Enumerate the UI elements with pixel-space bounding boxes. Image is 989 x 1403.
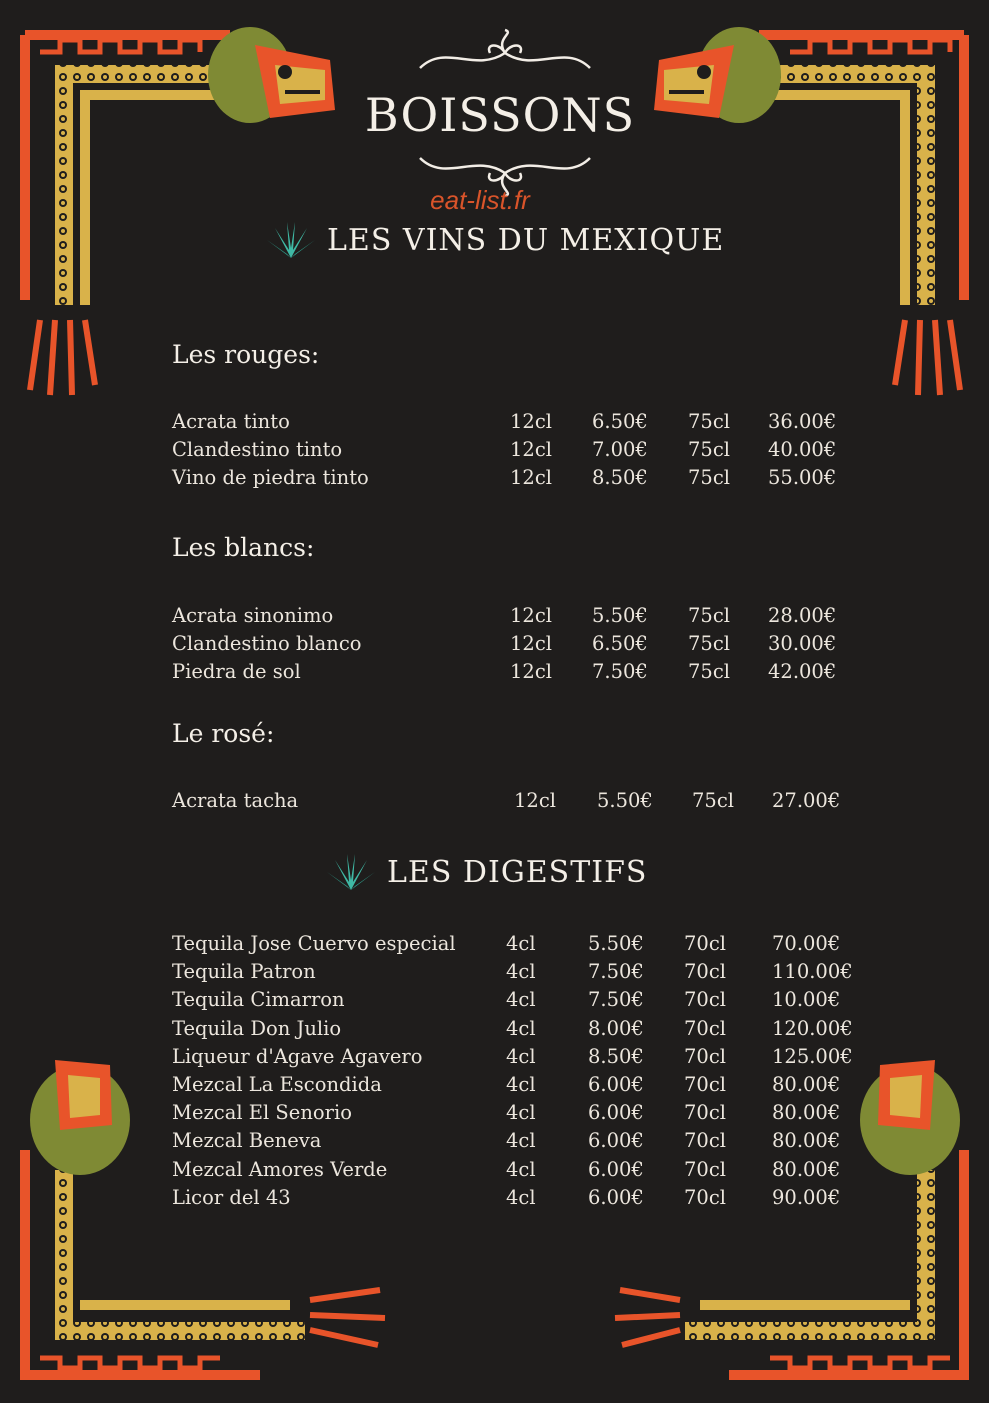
list-item — [172, 1158, 852, 1186]
item-bottle-price: 80.00€ — [772, 1101, 841, 1125]
item-shot-price: 6.00€ — [588, 1072, 644, 1096]
agave-icon — [265, 220, 317, 260]
item-shot-price: 8.00€ — [588, 1016, 644, 1040]
item-shot-size: 4cl — [506, 960, 536, 984]
item-name: Acrata tacha — [172, 789, 299, 812]
item-bottle-size: 75cl — [692, 789, 734, 812]
page-title: BOISSONS — [364, 88, 636, 142]
item-name: Acrata sinonimo — [172, 604, 334, 627]
list-digestifs — [172, 932, 852, 1214]
list-item — [172, 960, 852, 988]
item-bottle-size: 70cl — [684, 1016, 726, 1040]
list-item — [172, 1186, 852, 1214]
item-bottle-price: 28.00€ — [768, 604, 837, 627]
item-glass-size: 12cl — [510, 632, 552, 656]
subheading-rouges: Les rouges: — [172, 340, 320, 369]
item-name: Mezcal Amores Verde — [172, 1157, 388, 1181]
item-name: Acrata tinto — [172, 410, 290, 433]
item-bottle-size: 70cl — [684, 1101, 726, 1125]
item-bottle-price: 10.00€ — [772, 988, 841, 1012]
item-name: Tequila Patron — [172, 960, 316, 984]
list-item — [172, 1017, 852, 1045]
item-glass-price: 6.50€ — [592, 632, 648, 656]
item-bottle-size: 75cl — [688, 604, 730, 627]
item-shot-size: 4cl — [506, 1101, 536, 1125]
list-item — [172, 1073, 852, 1101]
corner-top-right — [755, 35, 964, 395]
item-name: Tequila Cimarron — [172, 988, 345, 1012]
item-bottle-price: 36.00€ — [768, 410, 837, 433]
list-item — [172, 632, 852, 660]
list-item — [172, 466, 852, 494]
item-bottle-size: 70cl — [684, 1129, 726, 1153]
item-glass-size: 12cl — [510, 466, 552, 490]
item-bottle-price: 55.00€ — [768, 466, 837, 490]
item-bottle-size: 70cl — [684, 1072, 726, 1096]
list-item — [172, 1045, 852, 1073]
item-name: Piedra de sol — [172, 660, 301, 684]
item-glass-price: 7.00€ — [592, 438, 648, 462]
section-title-text: LES DIGESTIFS — [387, 854, 648, 890]
item-glass-price: 7.50€ — [592, 660, 648, 684]
item-glass-size: 12cl — [510, 410, 552, 433]
list-item — [172, 438, 852, 466]
item-bottle-price: 40.00€ — [768, 438, 837, 462]
item-bottle-size: 75cl — [688, 632, 730, 656]
item-bottle-price: 125.00€ — [772, 1044, 853, 1068]
item-glass-size: 12cl — [514, 789, 556, 812]
item-bottle-size: 70cl — [684, 1185, 726, 1209]
item-shot-price: 5.50€ — [588, 932, 644, 955]
item-shot-price: 7.50€ — [588, 988, 644, 1012]
item-bottle-price: 110.00€ — [772, 960, 853, 984]
item-shot-size: 4cl — [506, 1185, 536, 1209]
list-rose — [172, 789, 852, 817]
section-title-wines — [265, 220, 724, 260]
item-glass-price: 5.50€ — [592, 604, 648, 627]
item-bottle-price: 90.00€ — [772, 1185, 841, 1209]
item-name: Mezcal La Escondida — [172, 1072, 382, 1096]
item-name: Licor del 43 — [172, 1185, 291, 1209]
item-bottle-size: 70cl — [684, 932, 726, 955]
item-name: Mezcal El Senorio — [172, 1101, 352, 1125]
list-item — [172, 1129, 852, 1157]
subheading-blancs: Les blancs: — [172, 533, 315, 562]
list-item — [172, 789, 852, 817]
item-shot-price: 6.00€ — [588, 1101, 644, 1125]
item-bottle-size: 70cl — [684, 960, 726, 984]
item-shot-size: 4cl — [506, 988, 536, 1012]
item-shot-price: 6.00€ — [588, 1185, 644, 1209]
flourish-ornament — [415, 28, 595, 78]
item-shot-price: 7.50€ — [588, 960, 644, 984]
list-item — [172, 660, 852, 688]
item-bottle-price: 70.00€ — [772, 932, 841, 955]
list-blancs — [172, 604, 852, 689]
item-bottle-size: 75cl — [688, 466, 730, 490]
item-shot-size: 4cl — [506, 1129, 536, 1153]
agave-icon — [325, 852, 377, 892]
item-shot-size: 4cl — [506, 932, 536, 955]
item-bottle-price: 80.00€ — [772, 1157, 841, 1181]
item-name: Mezcal Beneva — [172, 1129, 322, 1153]
item-name: Tequila Don Julio — [172, 1016, 342, 1040]
item-shot-price: 8.50€ — [588, 1044, 644, 1068]
item-shot-size: 4cl — [506, 1016, 536, 1040]
item-bottle-size: 70cl — [684, 1157, 726, 1181]
item-bottle-size: 70cl — [684, 988, 726, 1012]
item-bottle-size: 75cl — [688, 410, 730, 433]
item-name: Tequila Jose Cuervo especial — [172, 932, 456, 955]
list-item — [172, 410, 852, 438]
item-name: Vino de piedra tinto — [172, 466, 369, 490]
item-bottle-size: 75cl — [688, 438, 730, 462]
item-bottle-price: 80.00€ — [772, 1129, 841, 1153]
item-bottle-price: 120.00€ — [772, 1016, 853, 1040]
section-title-digestifs — [325, 852, 647, 892]
item-name: Liqueur d'Agave Agavero — [172, 1044, 423, 1068]
item-shot-price: 6.00€ — [588, 1157, 644, 1181]
list-item — [172, 604, 852, 632]
item-glass-size: 12cl — [510, 438, 552, 462]
list-item — [172, 932, 852, 960]
item-bottle-price: 42.00€ — [768, 660, 837, 684]
list-item — [172, 988, 852, 1016]
item-shot-size: 4cl — [506, 1157, 536, 1181]
item-name: Clandestino tinto — [172, 438, 343, 462]
item-bottle-price: 27.00€ — [772, 789, 841, 812]
list-rouges — [172, 410, 852, 495]
item-bottle-price: 30.00€ — [768, 632, 837, 656]
item-shot-price: 6.00€ — [588, 1129, 644, 1153]
section-title-text: LES VINS DU MEXIQUE — [327, 222, 725, 258]
item-glass-price: 8.50€ — [592, 466, 648, 490]
item-bottle-size: 75cl — [688, 660, 730, 684]
subheading-rose: Le rosé: — [172, 719, 275, 748]
item-shot-size: 4cl — [506, 1072, 536, 1096]
item-glass-price: 6.50€ — [592, 410, 648, 433]
item-bottle-size: 70cl — [684, 1044, 726, 1068]
list-item — [172, 1101, 852, 1129]
item-glass-size: 12cl — [510, 604, 552, 627]
item-name: Clandestino blanco — [172, 632, 362, 656]
item-glass-price: 5.50€ — [597, 789, 653, 812]
item-bottle-price: 80.00€ — [772, 1072, 841, 1096]
item-shot-size: 4cl — [506, 1044, 536, 1068]
item-glass-size: 12cl — [510, 660, 552, 684]
watermark: eat-list.fr — [430, 185, 530, 215]
